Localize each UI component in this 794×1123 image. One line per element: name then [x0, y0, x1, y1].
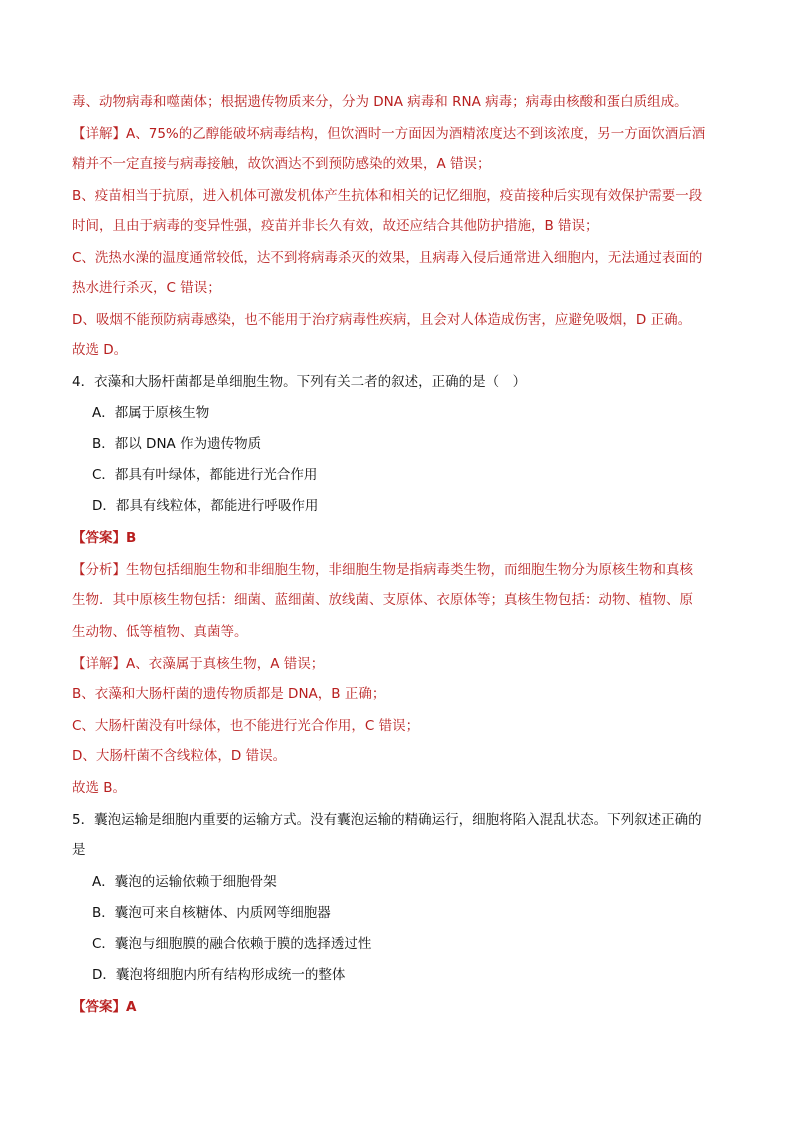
q3-detail-line: C、洗热水澡的温度通常较低，达不到将病毒杀灭的效果，且病毒入侵后通常进入细胞内，无法通过表面的: [72, 250, 703, 266]
q4-option-a: A．都属于原核生物: [92, 405, 210, 421]
q5-stem-continuation: 是: [72, 842, 86, 858]
q4-analysis-line: 生物．其中原核生物包括：细菌、蓝细菌、放线菌、支原体、衣原体等；真核生物包括：动物、植物、原: [72, 592, 693, 608]
q3-analysis-continuation: 毒、动物病毒和噬菌体；根据遗传物质来分，分为 DNA 病毒和 RNA 病毒；病毒由核酸和蛋白质组成。: [72, 94, 688, 110]
q5-answer: 【答案】A: [72, 999, 137, 1015]
q4-option-b: B．都以 DNA 作为遗传物质: [92, 436, 262, 452]
q3-detail-line: 【详解】A、75%的乙醇能破坏病毒结构，但饮酒时一方面因为酒精浓度达不到该浓度，另一方面饮酒后酒: [72, 126, 706, 142]
q3-detail-line: B、疫苗相当于抗原，进入机体可激发机体产生抗体和相关的记忆细胞，疫苗接种后实现有效保护需要一段: [72, 188, 703, 204]
q4-stem: 4．衣藻和大肠杆菌都是单细胞生物。下列有关二者的叙述，正确的是（ ）: [72, 374, 527, 390]
q3-detail-line: 热水进行杀灭，C 错误；: [72, 280, 221, 296]
q3-final-choice: 故选 D。: [72, 342, 128, 358]
q4-option-c: C．都具有叶绿体，都能进行光合作用: [92, 467, 318, 483]
q3-detail-line: 时间，且由于病毒的变异性强，疫苗并非长久有效，故还应结合其他防护措施，B 错误；: [72, 218, 599, 234]
q4-analysis-line: 【分析】生物包括细胞生物和非细胞生物，非细胞生物是指病毒类生物，而细胞生物分为原核生物和真核: [72, 562, 693, 578]
q4-answer: 【答案】B: [72, 530, 137, 546]
q5-option-d: D．囊泡将细胞内所有结构形成统一的整体: [92, 967, 346, 983]
q4-analysis-line: 生动物、低等植物、真菌等。: [72, 624, 248, 640]
q4-detail-line: B、衣藻和大肠杆菌的遗传物质都是 DNA，B 正确；: [72, 686, 386, 702]
q5-option-a: A．囊泡的运输依赖于细胞骨架: [92, 874, 277, 890]
q3-detail-line: 精并不一定直接与病毒接触，故饮酒达不到预防感染的效果，A 错误；: [72, 156, 491, 172]
q4-detail-line: D、大肠杆菌不含线粒体，D 错误。: [72, 748, 287, 764]
q5-stem: 5．囊泡运输是细胞内重要的运输方式。没有囊泡运输的精确运行，细胞将陷入混乱状态。下列叙述正确的: [72, 812, 702, 828]
q4-detail-line: C、大肠杆菌没有叶绿体，也不能进行光合作用，C 错误；: [72, 718, 420, 734]
q4-final-choice: 故选 B。: [72, 780, 127, 796]
q5-option-b: B．囊泡可来自核糖体、内质网等细胞器: [92, 905, 331, 921]
q4-detail-line: 【详解】A、衣藻属于真核生物，A 错误；: [72, 656, 325, 672]
q4-option-d: D．都具有线粒体，都能进行呼吸作用: [92, 498, 319, 514]
q3-detail-line: D、吸烟不能预防病毒感染，也不能用于治疗病毒性疾病，且会对人体造成伤害，应避免吸烟，D 正确。: [72, 312, 692, 328]
q5-option-c: C．囊泡与细胞膜的融合依赖于膜的选择透过性: [92, 936, 372, 952]
